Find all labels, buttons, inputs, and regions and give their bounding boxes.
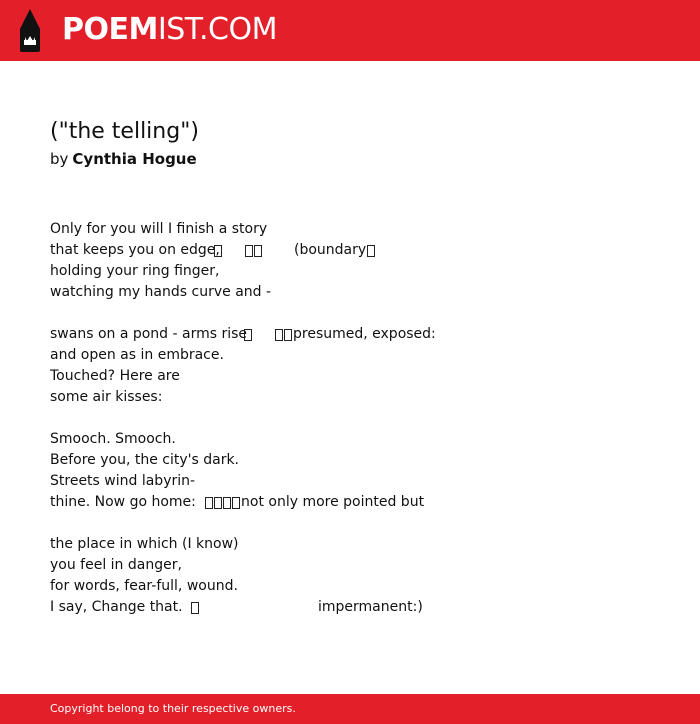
poem-line: some air kisses: — [50, 389, 163, 405]
poem-fragment-boundary: (boundary — [294, 242, 367, 258]
missing-glyph-icon — [367, 245, 375, 257]
missing-glyph-icon — [284, 329, 292, 341]
poem-line: Streets wind labyrin- — [50, 473, 196, 489]
poem-line: the place in which (I know) — [50, 536, 239, 552]
poem-line: that keeps you on edge, — [50, 242, 220, 258]
poem-line: thine. Now go home: — [50, 494, 196, 510]
pencil-logo-icon[interactable] — [17, 9, 43, 52]
missing-glyph-icon — [205, 497, 213, 509]
byline — [50, 148, 197, 170]
missing-glyph-icon — [214, 245, 222, 257]
missing-glyph-icon — [232, 497, 240, 509]
poem-fragment-pointed: not only more pointed but — [241, 494, 425, 510]
missing-glyph-icon — [214, 497, 222, 509]
missing-glyph-icon — [275, 329, 283, 341]
poem-line: Touched? Here are — [50, 368, 180, 384]
poem-line: you feel in danger, — [50, 557, 182, 573]
site-footer — [0, 694, 700, 724]
missing-glyph-icon — [191, 602, 199, 614]
poem-line: holding your ring finger, — [50, 263, 220, 279]
brand-thin: IST.COM — [157, 12, 277, 47]
poem-line: for words, fear-full, wound. — [50, 578, 238, 594]
poem-line: and open as in embrace. — [50, 347, 224, 363]
poem-line: swans on a pond - arms rise — [50, 326, 248, 342]
missing-glyph-icon — [223, 497, 231, 509]
poem-line: Before you, the city's dark. — [50, 452, 240, 468]
missing-glyph-icon — [244, 329, 252, 341]
poem-fragment-impermanent: impermanent:) — [318, 599, 423, 615]
poem-line: Only for you will I finish a story — [50, 221, 268, 237]
poem-line: watching my hands curve and - — [50, 284, 272, 300]
author-name[interactable]: Cynthia Hogue — [72, 150, 197, 168]
poem-line: I say, Change that. — [50, 599, 183, 615]
poem-fragment-presumed: presumed, exposed: — [293, 326, 436, 342]
missing-glyph-icon — [254, 245, 262, 257]
poem-line: Smooch. Smooch. — [50, 431, 176, 447]
brand-bold: POEM — [62, 12, 158, 47]
by-label: by — [50, 150, 69, 168]
missing-glyph-icon — [245, 245, 253, 257]
site-header — [0, 0, 700, 61]
poem-title: ("the telling") — [50, 119, 199, 144]
site-logo-text[interactable] — [62, 11, 277, 49]
copyright-text: Copyright belong to their respective owners. — [50, 702, 296, 715]
